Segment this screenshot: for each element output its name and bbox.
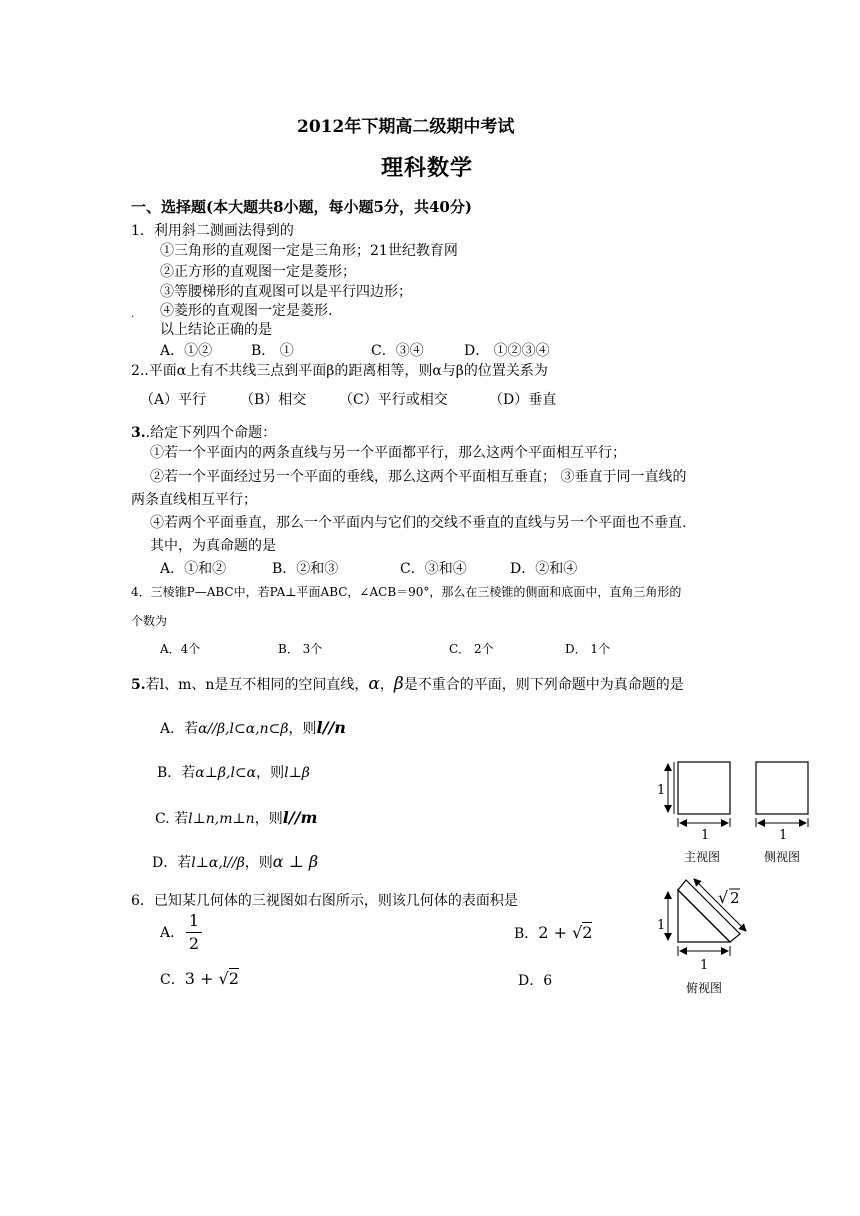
q1-item-1: ①三角形的直观图一定是三角形；21世纪教育网 [160,243,458,259]
q5-option-c-then: ，则 [254,811,283,827]
q3-line-2: ②若一个平面经过另一个平面的垂线，那么这两个平面相互垂直； ③垂直于同一直线的 [150,469,687,485]
sqrt-icon: √ [718,888,729,907]
q4-option-b: B． 3个 [278,642,323,656]
exam-subtitle: 理科数学 [381,155,474,181]
q5-option-d-then: ，则 [244,855,273,871]
q5-alpha: α [368,674,380,694]
q5-beta: β [393,674,404,694]
q5-option-d-conclusion: α ⊥ β [272,852,319,871]
q3-option-a: A．①和② [160,561,227,577]
q3-line-4: ④若两个平面垂直，那么一个平面内与它们的交线不垂直的直线与另一个平面也不垂直. [150,515,687,531]
q6-option-c-label: C． [160,972,185,988]
q6-option-a-fraction [186,912,202,953]
q4-option-c: C． 2个 [449,642,494,656]
q6-stem: 6．已知某几何体的三视图如右图所示，则该几何体的表面积是 [131,893,518,909]
q3-number: 3. [131,425,146,441]
front-width-label: 1 [701,828,710,843]
q5-option-c-conclusion: l//m [282,808,318,827]
q6-option-b-label: B． [514,926,539,942]
top-height-label: 1 [657,918,666,933]
front-view-label: 主视图 [684,850,721,864]
q3-option-d: D．②和④ [510,561,578,577]
q5-comma: ， [379,677,394,693]
q5-stem-pre: 若l、m、n是互不相同的空间直线， [145,677,369,693]
q6-option-c: C．3 + √2 [160,969,239,988]
q1-item-3: ③等腰梯形的直观图可以是平行四边形； [160,284,412,300]
q5-option-a-label: A．若 [160,721,199,737]
q1-item-4: ④菱形的直观图一定是菱形. [160,303,333,319]
q5-option-a-then: ，则 [288,721,317,737]
q2-option-c: （C）平行或相交 [339,392,448,408]
q5-number: 5. [131,677,146,693]
q1-option-d: D． ①②③④ [464,343,550,359]
q4-stem: 4．三棱锥P—ABC中，若PA⊥平面ABC，∠ACB＝90°，那么在三棱锥的侧面和底面中，直角三角形的 [131,585,682,599]
front-height-label: 1 [657,783,666,798]
q1-conclusion: 以上结论正确的是 [160,322,272,338]
q6-option-a-label: A． [160,925,185,941]
stray-dot: . [131,309,135,320]
q3-option-c: C．③和④ [400,561,467,577]
fraction-bar [186,932,202,933]
q5-option-a-conclusion: l//n [316,718,346,737]
section-heading: 一、选择题(本大题共8小题，每小题5分，共40分) [131,198,472,216]
q6-option-b-radicand: 2 [582,923,593,942]
q3-stem: .给定下列四个命题： [145,425,277,441]
q6-option-c-radicand: 2 [228,969,239,988]
q5-option-b-label: B．若 [157,765,196,781]
front-view-square [678,762,730,814]
q1-option-a: A．①② [160,343,213,359]
q5-option-d-label: D．若 [152,855,192,871]
q6-option-b: B．2 + √2 [514,923,593,942]
three-view-figure [650,755,820,1005]
q2-option-a: （A）平行 [140,392,207,408]
q5-option-b-then: ，则 [256,765,285,781]
sqrt-icon: √ [572,923,583,942]
q2-option-b: （B）相交 [240,392,307,408]
q5-option-c-label: C. 若 [155,811,189,827]
top-diagonal-label: 2 [730,889,740,907]
q6-option-b-value: 2 [538,923,549,942]
top-width-label: 1 [700,958,709,973]
q3-line-1: ①若一个平面内的两条直线与另一个平面都平行，那么这两个平面相互平行； [150,445,626,461]
side-view-label: 侧视图 [764,850,801,864]
q5-option-b-conclusion: l⊥β [284,765,310,781]
q3-line-3: 两条直线相互平行； [131,492,257,508]
side-width-label: 1 [779,828,788,843]
q5-option-b-math: α⊥β,l⊂α [195,765,257,781]
q5-option-c-math: l⊥n,m⊥n [188,811,255,827]
q1-item-2: ②正方形的直观图一定是菱形； [160,264,356,280]
top-view-label: 俯视图 [686,981,723,995]
fraction-numerator: 1 [188,911,200,930]
q5-option-d-math: l⊥α,l//β [191,855,245,871]
q4-option-a: A．4个 [160,642,201,656]
q2-stem: 2..平面α上有不共线三点到平面β的距离相等，则α与β的位置关系为 [131,363,548,379]
q1-stem: 1．利用斜二测画法得到的 [131,223,294,239]
q5-stem-post: 是不重合的平面，则下列命题中为真命题的是 [403,677,684,693]
fraction-denominator: 2 [188,934,200,953]
sqrt-icon: √ [218,969,229,988]
q3-option-b: B．②和③ [272,561,339,577]
q3-conclusion: 其中，为真命题的是 [150,538,276,554]
q6-option-c-value: 3 [184,969,195,988]
q1-option-c: C．③④ [371,343,424,359]
q4-option-d: D． 1个 [565,642,611,656]
q5-option-a-math: α//β,l⊂α,n⊂β [198,721,289,737]
q2-option-d: （D）垂直 [489,392,557,408]
exam-title: 2012年下期高二级期中考试 [297,117,515,137]
q1-option-b: B． ① [251,343,294,359]
side-view-square [756,762,808,814]
q4-stem-2: 个数为 [131,614,168,628]
q6-option-d: D．6 [518,973,553,989]
